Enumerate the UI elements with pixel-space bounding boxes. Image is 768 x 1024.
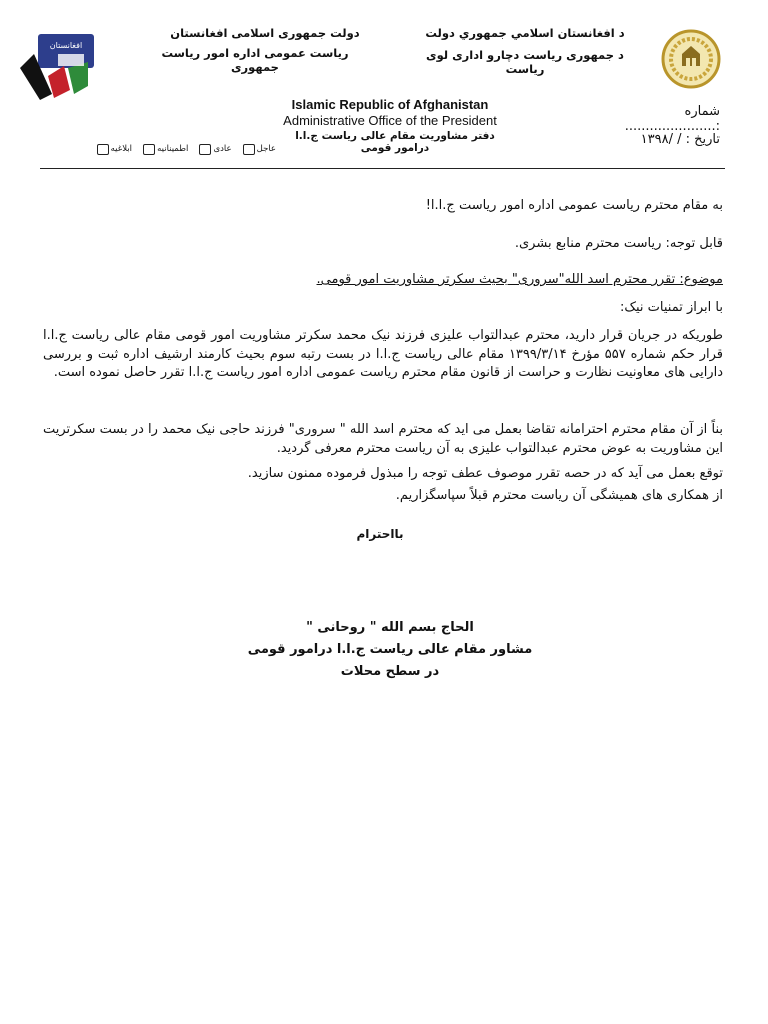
subject-line: موضوع: تقرر محترم اسد الله"سروری" بحیث سکرتر مشاوریت امور قومی. bbox=[316, 272, 723, 287]
salutation: به مقام محترم ریاست عمومی اداره امور ریاست ج.ا.ا! bbox=[425, 198, 723, 213]
attention-line: قابل توجه: ریاست محترم منابع بشری. bbox=[514, 236, 723, 251]
logo-text: افغانستان bbox=[49, 41, 83, 50]
body-paragraph-1: طوریکه در جریان قرار دارید، محترم عبدالتواب علیزی فرزند نیک محمد سکرتر مشاوریت امور قومی مقام عالی ریاست ج.ا.ا قرار حکم شماره ۵۵۷ مؤرخ ۱۳۹۹/۳/۱۴ مقام عالی ریاست ج.ا.ا در بست رتبه سوم بحیث کارمند ارشیف اداره ثبت و بررسی دارایی های معاونیت نظارت و حراست از قانون مقام محترم ریاست عمومی اداره امور ریاست ج.ا.ا تقرر حاصل نموده است. bbox=[43, 328, 723, 381]
body-paragraph-3: توقع بعمل می آید که در حصه تقرر موصوف عطف توجه را مبذول فرموده ممنون سازید. bbox=[247, 466, 723, 481]
checkbox-label: عادی bbox=[213, 144, 232, 154]
checkbox-box bbox=[143, 144, 155, 155]
checkbox-urgent[interactable] bbox=[243, 144, 276, 155]
english-subtitle: Administrative Office of the President bbox=[283, 113, 497, 128]
checkbox-notification[interactable] bbox=[97, 144, 132, 155]
document-date: تاریخ : / /۱۳۹۸ bbox=[640, 132, 720, 147]
national-emblem-icon bbox=[658, 28, 724, 90]
signatory-name: الحاج بسم الله " روحانی " bbox=[306, 620, 474, 635]
signatory-title: مشاور مقام عالی ریاست ج.ا.ا درامور قومی bbox=[247, 642, 533, 657]
checkbox-label: عاجل bbox=[256, 144, 276, 154]
checkbox-box bbox=[97, 144, 109, 155]
commission-logo bbox=[18, 28, 100, 100]
header-divider bbox=[40, 168, 725, 169]
body-paragraph-4: از همکاری های همیشگی آن ریاست محترم قبلاً سپاسگزاریم. bbox=[395, 488, 723, 503]
checkbox-box bbox=[243, 144, 255, 155]
header-left-line2: ریاست عمومی اداره امور ریاست جمهوری bbox=[161, 46, 349, 74]
header-right-line2: د جمهوری ریاست دچارو اداری لوی ریاست bbox=[426, 48, 624, 76]
checkbox-confirmation[interactable] bbox=[143, 144, 188, 155]
checkbox-label: اطمینانیه bbox=[157, 144, 189, 154]
priority-checkboxes bbox=[66, 136, 276, 156]
reference-number: شماره :...................... bbox=[624, 104, 720, 134]
header-right-line1: د افغانستان اسلامي جمهوري دولت bbox=[425, 26, 625, 40]
checkbox-normal[interactable] bbox=[199, 144, 231, 155]
english-title: Islamic Republic of Afghanistan bbox=[291, 97, 489, 112]
checkbox-box bbox=[199, 144, 211, 155]
greeting-line: با ابراز تمنیات نیک: bbox=[619, 300, 723, 315]
header-left-line1: دولت جمهوری اسلامی افغانستان bbox=[170, 26, 360, 40]
body-paragraph-2: بناً از آن مقام محترم احترامانه تقاضا بعمل می اید که محترم اسد الله " سروری" فرزند حاجی نیک محمد را در بست سکرتریت این مشاوریت به عوض محترم عبدالتواب علیزی به آن ریاست محترم معرفی گردید. bbox=[43, 422, 723, 456]
office-line: دفتر مشاوریت مقام عالی ریاست ج.ا.ا درامور قومی bbox=[295, 130, 495, 154]
signatory-level: در سطح محلات bbox=[340, 664, 440, 679]
closing-salutation: بااحترام bbox=[356, 527, 404, 541]
checkbox-label: ابلاغیه bbox=[110, 144, 132, 154]
